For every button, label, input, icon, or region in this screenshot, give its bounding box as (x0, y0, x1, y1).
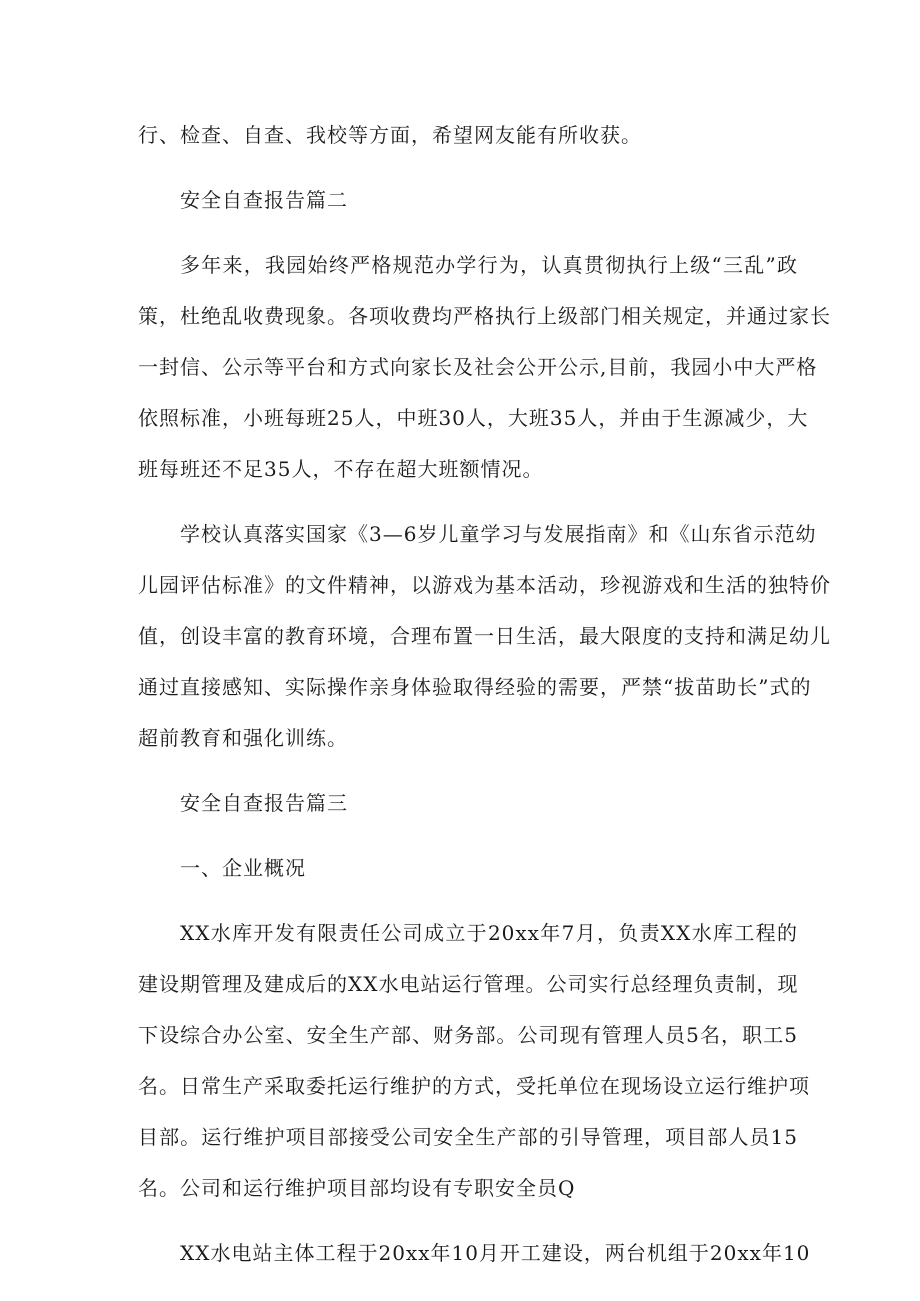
text-line: 安全自查报告篇二 (180, 188, 348, 212)
paragraph-p0 (138, 110, 798, 161)
text-line: XX水电站主体工程于20xx年10月开工建设，两台机组于20xx年10 (180, 1241, 811, 1265)
text-line: 安全自查报告篇三 (180, 791, 348, 815)
text-line: 值，创设丰富的教育环境，合理布置一日生活，最大限度的支持和满足幼儿 (138, 624, 831, 648)
paragraph-p6 (138, 908, 810, 1214)
text-line: 下设综合办公室、安全生产部、财务部。公司现有管理人员5名，职工5 (138, 1023, 798, 1047)
text-line: 通过直接感知、实际操作亲身体验取得经验的需要，严禁“拔苗助长”式的 (138, 675, 812, 699)
paragraph-p1 (138, 175, 798, 226)
text-line: 儿园评估标准》的文件精神，以游戏为基本活动，珍视游戏和生活的独特价 (138, 573, 831, 597)
text-line: 名。日常生产采取委托运行维护的方式，受托单位在现场设立运行维护项 (138, 1074, 810, 1098)
paragraph-p2 (138, 240, 831, 495)
text-line: 依照标准，小班每班25人，中班30人，大班35人，并由于生源减少，大 (138, 406, 809, 430)
paragraph-p4 (138, 778, 798, 829)
text-line: 目部。运行维护项目部接受公司安全生产部的引导管理，项目部人员15 (138, 1125, 798, 1149)
paragraph-p3 (138, 509, 831, 764)
text-line: 策，杜绝乱收费现象。各项收费均严格执行上级部门相关规定，并通过家长 (138, 304, 831, 328)
text-line: 建设期管理及建成后的XX水电站运行管理。公司实行总经理负责制，现 (138, 972, 799, 996)
text-line: 学校认真落实国家《3—6岁儿童学习与发展指南》和《山东省示范幼 (180, 522, 817, 546)
text-line: 名。公司和运行维护项目部均设有专职安全员Q (138, 1176, 576, 1200)
text-line: 多年来，我园始终严格规范办学行为，认真贯彻执行上级“三乱”政 (180, 253, 798, 277)
text-line: 超前教育和强化训练。 (138, 726, 348, 750)
text-line: XX水库开发有限责任公司成立于20xx年7月，负责XX水库工程的 (180, 921, 798, 945)
text-line: 班每班还不足35人，不存在超大班额情况。 (138, 457, 544, 481)
document-body (138, 110, 831, 1279)
paragraph-p7 (138, 1228, 811, 1279)
paragraph-p5 (138, 843, 798, 894)
text-line: 行、检查、自查、我校等方面，希望网友能有所收获。 (138, 123, 642, 147)
text-line: 一、企业概况 (180, 856, 306, 880)
text-line: 一封信、公示等平台和方式向家长及社会公开公示,目前，我园小中大严格 (138, 355, 818, 379)
